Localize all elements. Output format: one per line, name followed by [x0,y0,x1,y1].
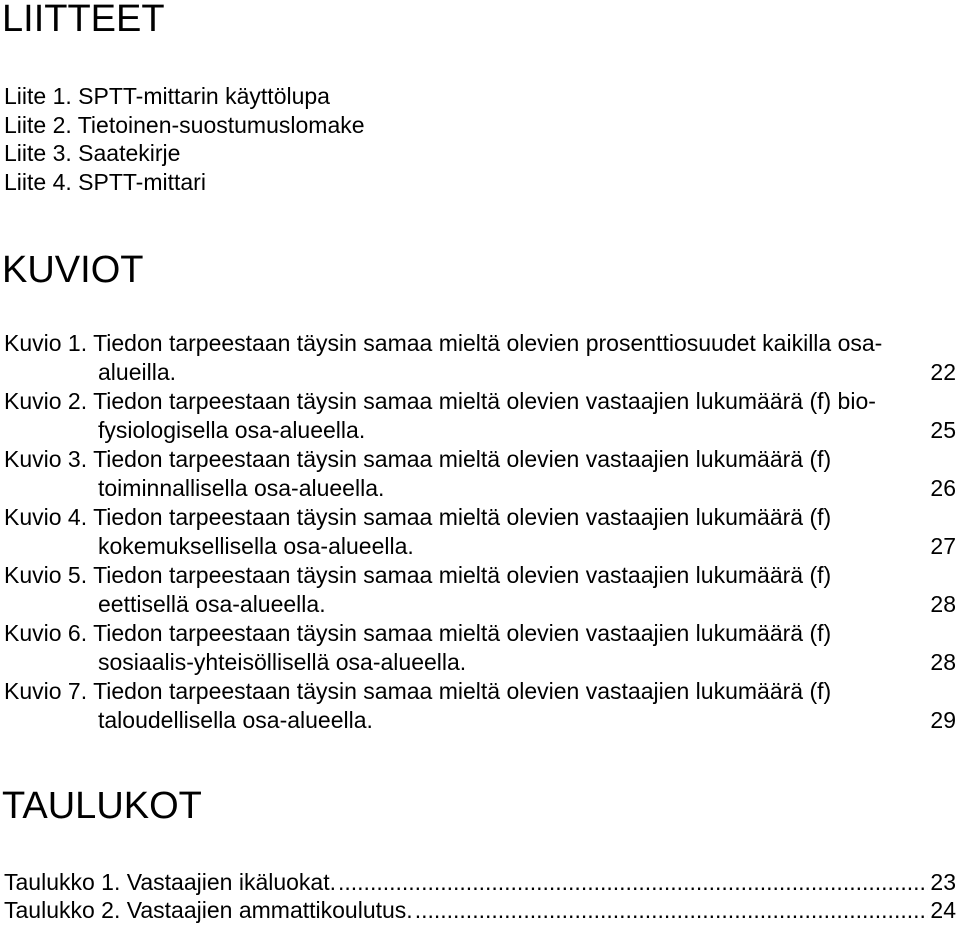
figure-page-number: 22 [930,359,956,385]
table-entry [4,896,956,924]
figure-caption-line1: Kuvio 4. Tiedon tarpeestaan täysin samaa mieltä olevien vastaajien lukumäärä (f) [4,504,832,530]
figure-caption-line1: Kuvio 5. Tiedon tarpeestaan täysin samaa mieltä olevien vastaajien lukumäärä (f) [4,562,832,588]
figure-entry [4,445,956,503]
figure-caption-line2: sosiaalis-yhteisöllisellä osa-alueella. [98,649,467,675]
figure-entry [4,387,956,445]
figure-caption-line1: Kuvio 1. Tiedon tarpeestaan täysin samaa mieltä olevien prosenttiosuudet kaikilla osa- [4,330,883,356]
figure-entry [4,329,956,387]
figure-entry [4,619,956,677]
figure-page-number: 27 [930,533,956,559]
figure-page-number: 26 [930,475,956,501]
figure-page-number: 25 [930,417,956,443]
appendices-heading: LIITTEET [2,0,165,40]
figure-page-number: 29 [930,707,956,733]
figure-entry [4,503,956,561]
appendix-item: Liite 4. SPTT-mittari [4,168,206,195]
table-page-number: 23 [930,869,956,895]
figure-caption-line2: alueilla. [98,359,176,385]
figure-caption-line2: kokemuksellisella osa-alueella. [98,533,414,559]
table-page-number: 24 [930,897,956,923]
table-entry [4,868,956,896]
figure-caption-line2: taloudellisella osa-alueella. [98,707,373,733]
dot-leader [338,868,928,896]
figure-page-number: 28 [930,649,956,675]
figures-list [4,329,956,735]
figure-caption-line1: Kuvio 2. Tiedon tarpeestaan täysin samaa mieltä olevien vastaajien lukumäärä (f) bio- [4,388,876,414]
figures-heading: KUVIOT [2,249,144,291]
table-caption: Taulukko 1. Vastaajien ikäluokat. [4,869,336,895]
figure-caption-line2: eettisellä osa-alueella. [98,591,326,617]
appendices-list [4,82,365,196]
figure-entry [4,677,956,735]
figure-caption-line2: toiminnallisella osa-alueella. [98,475,385,501]
figure-caption-line1: Kuvio 6. Tiedon tarpeestaan täysin samaa mieltä olevien vastaajien lukumäärä (f) [4,620,832,646]
appendix-item: Liite 2. Tietoinen-suostumuslomake [4,111,365,138]
figure-caption-line2: fysiologisella osa-alueella. [98,417,366,443]
tables-list [4,868,956,924]
figure-entry [4,561,956,619]
figure-page-number: 28 [930,591,956,617]
table-caption: Taulukko 2. Vastaajien ammattikoulutus. [4,897,413,923]
appendix-item: Liite 3. Saatekirje [4,140,181,166]
figure-caption-line1: Kuvio 3. Tiedon tarpeestaan täysin samaa mieltä olevien vastaajien lukumäärä (f) [4,446,832,472]
dot-leader [415,896,929,924]
tables-heading: TAULUKOT [2,785,202,827]
appendix-item: Liite 1. SPTT-mittarin käyttölupa [4,83,330,109]
figure-caption-line1: Kuvio 7. Tiedon tarpeestaan täysin samaa mieltä olevien vastaajien lukumäärä (f) [4,678,832,704]
